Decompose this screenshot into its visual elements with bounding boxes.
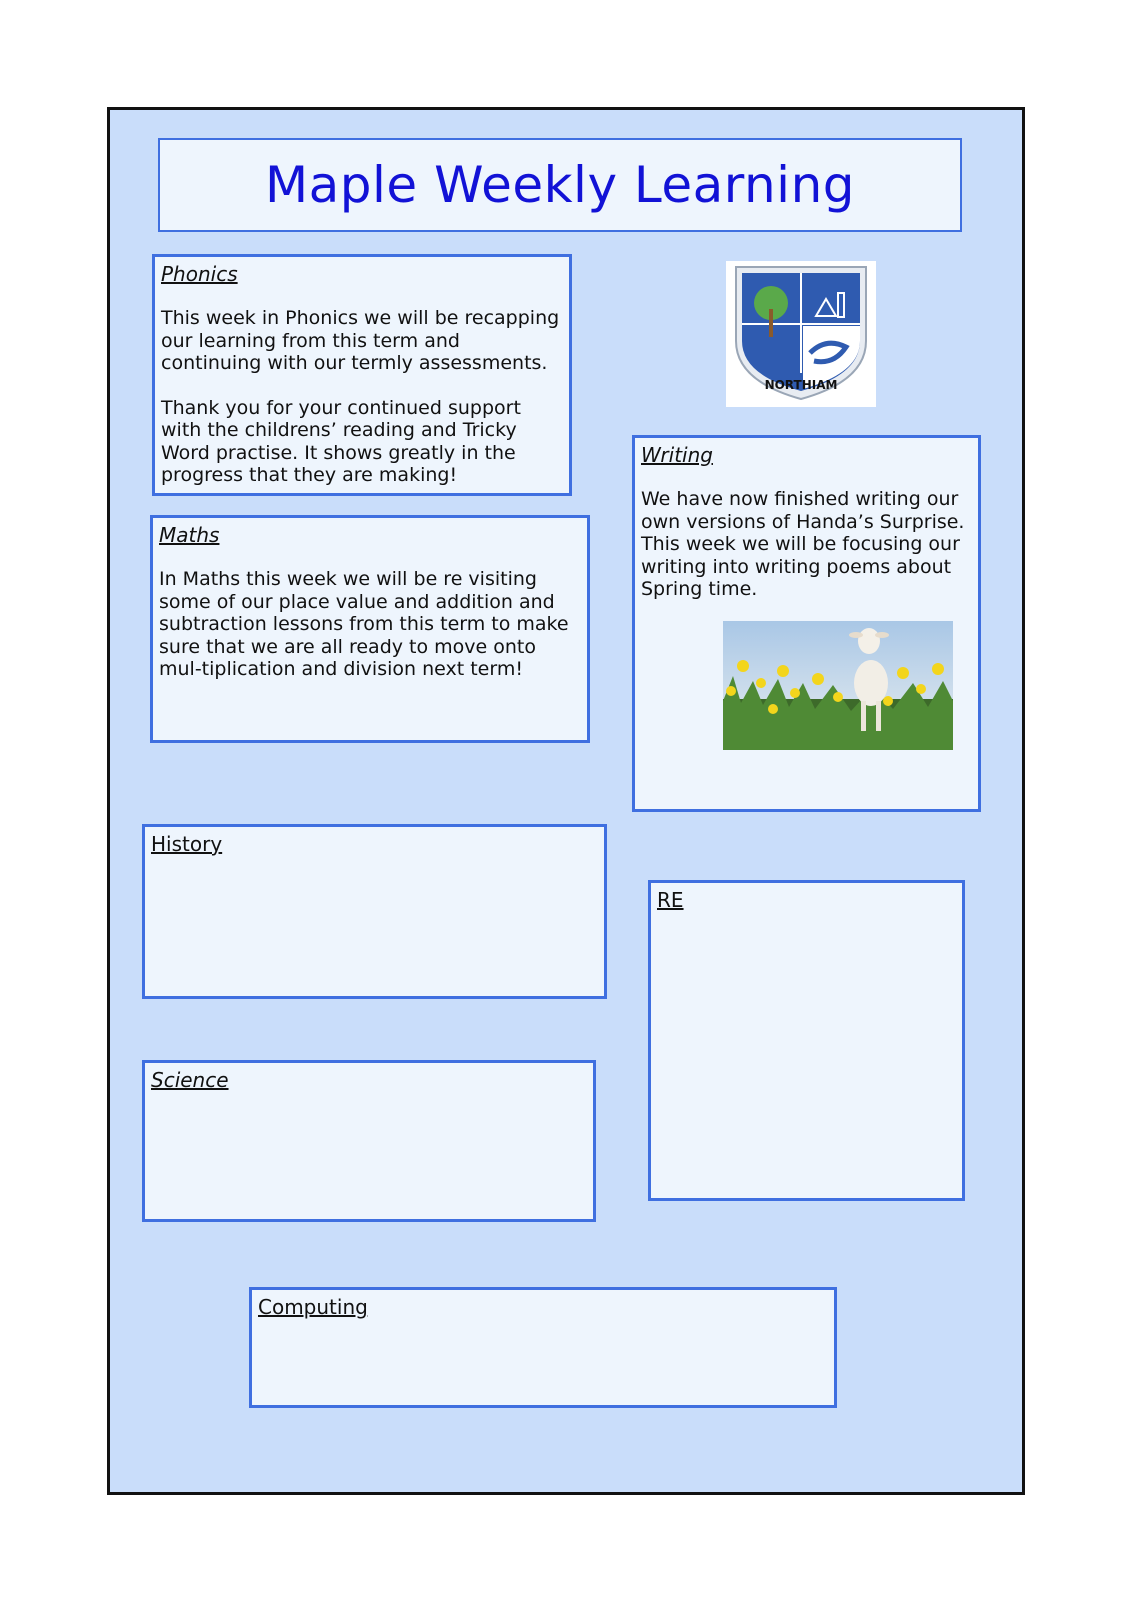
newsletter-page	[107, 107, 1025, 1495]
phonics-heading: Phonics	[161, 262, 238, 286]
re-heading: RE	[657, 888, 684, 912]
phonics-text-1: This week in Phonics we will be recapping our learning from this term and continuing with our termly assessments.	[161, 307, 560, 374]
writing-heading: Writing	[641, 443, 713, 467]
maths-text: In Maths this week we will be re visiting some of our place value and addition and subtraction lessons from this term to make sure that we are all ready to move onto mul-tiplication and division next term!	[159, 568, 569, 680]
computing-section	[249, 1287, 837, 1408]
phonics-section	[152, 254, 572, 496]
science-heading: Science	[151, 1068, 229, 1092]
writing-section	[632, 435, 981, 812]
writing-text: We have now finished writing our own versions of Handa’s Surprise. This week we will be focusing our writing into writing poems about Spring time.	[641, 488, 965, 600]
page-title: Maple Weekly Learning	[265, 156, 855, 214]
history-section	[142, 824, 607, 999]
computing-heading: Computing	[258, 1295, 368, 1319]
re-section	[648, 880, 965, 1201]
phonics-text-2: Thank you for your continued support with the childrens’ reading and Tricky Word practise. It shows greatly in the progress that they are making!	[161, 396, 521, 486]
crest-text: NORTHIAM	[764, 378, 838, 392]
maths-heading: Maths	[159, 523, 220, 547]
history-heading: History	[151, 832, 223, 856]
school-crest-logo	[726, 261, 876, 407]
maths-section	[150, 515, 590, 743]
science-section	[142, 1060, 596, 1222]
title-banner	[158, 138, 962, 232]
lamb-daffodils-photo	[723, 621, 953, 750]
